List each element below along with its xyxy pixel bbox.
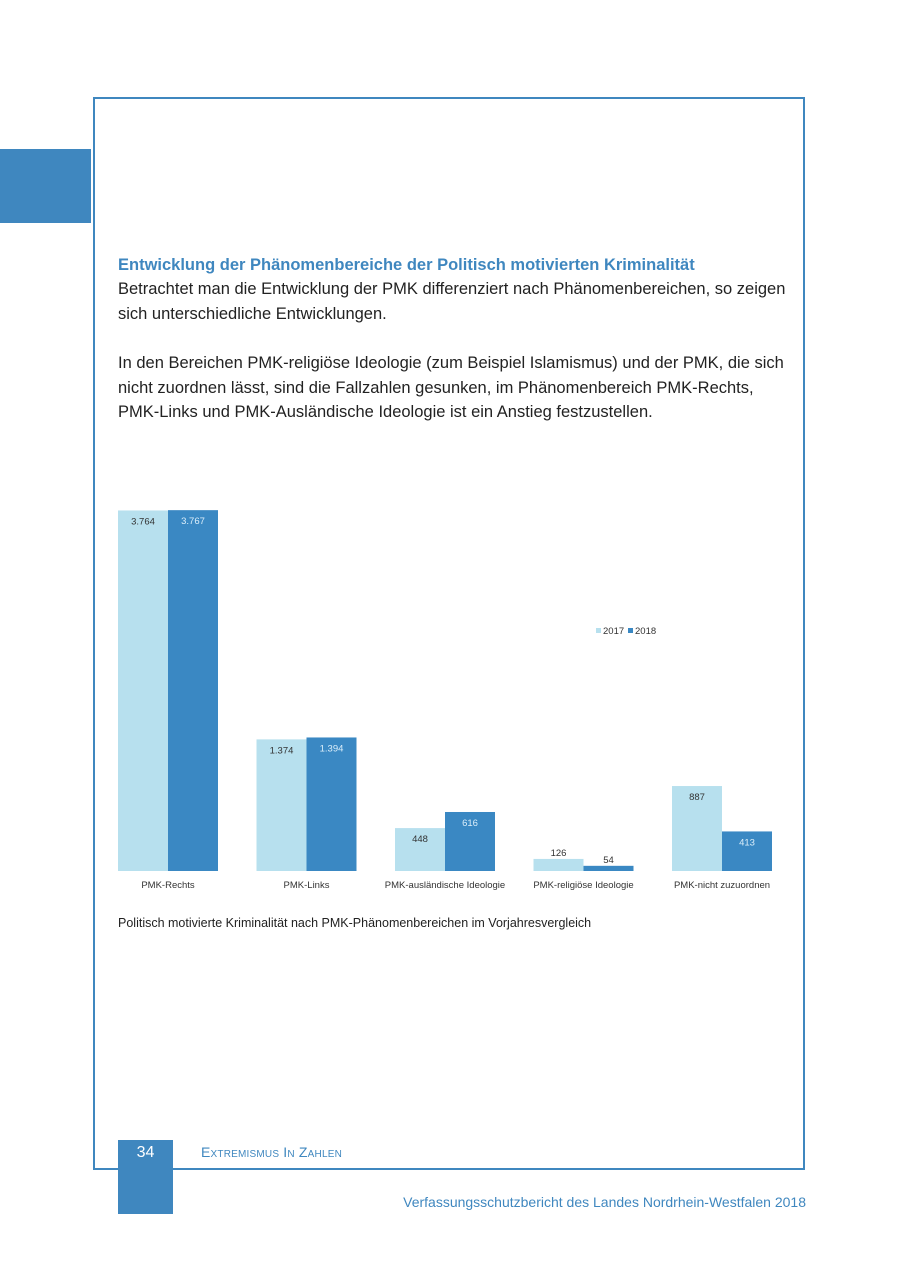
paragraph-details: In den Bereichen PMK-religiöse Ideologie (zum Beispiel Islamismus) und der PMK, die sich nicht zuordnen lässt, sind die Fallzahlen gesunken, im Phänomenbereich PMK-Rechts, PMK-Links und PMK-Ausländische Ideologie ist ein Anstieg festzustellen. xyxy=(118,354,784,421)
category-label-pmk-religiöse-ideologie: PMK-religiöse Ideologie xyxy=(533,880,634,891)
bar-pmk-links-2018 xyxy=(307,737,357,871)
running-head xyxy=(201,1144,342,1160)
bar-pmk-rechts-2018 xyxy=(168,510,218,871)
bar-chart xyxy=(110,495,790,900)
page-number-box xyxy=(118,1140,173,1214)
category-label-pmk-nicht-zuzuordnen: PMK-nicht zuzuordnen xyxy=(673,880,771,891)
legend-swatch-2018 xyxy=(628,628,633,633)
data-label-pmk-links-2018: 1.394 xyxy=(319,743,344,755)
running-head-text: Extremismus In Zahlen xyxy=(201,1144,342,1160)
category-label-pmk-rechts: PMK-Rechts xyxy=(141,880,195,891)
data-label-pmk-religiöse-ideologie-2018: 54 xyxy=(603,854,614,866)
data-label-pmk-links-2017: 1.374 xyxy=(269,745,294,757)
publication-title: Verfassungsschutzbericht des Landes Nordrhein-Westfalen 2018 xyxy=(403,1194,806,1210)
data-label-pmk-religiöse-ideologie-2017: 126 xyxy=(550,847,567,859)
chapter-tab xyxy=(0,149,91,223)
bar-pmk-religiöse-ideologie-2017 xyxy=(534,859,584,871)
bar-chart-svg xyxy=(110,495,790,900)
page-number: 34 xyxy=(136,1144,155,1161)
data-label-pmk-rechts-2018: 3.767 xyxy=(181,516,205,528)
data-label-pmk-ausländische-ideologie-2018: 616 xyxy=(462,817,478,829)
data-label-pmk-ausländische-ideologie-2017: 448 xyxy=(412,834,428,846)
legend-label-2017: 2017 xyxy=(603,626,625,637)
bar-pmk-religiöse-ideologie-2018 xyxy=(584,866,634,871)
category-label-pmk-ausländische-ideologie: PMK-ausländische Ideologie xyxy=(384,880,506,891)
data-label-pmk-rechts-2017: 3.764 xyxy=(131,516,155,528)
bar-pmk-links-2017 xyxy=(257,739,307,871)
data-label-pmk-nicht-zuzuordnen-2018: 413 xyxy=(739,837,755,849)
legend-label-2018: 2018 xyxy=(635,626,657,637)
legend-swatch-2017 xyxy=(596,628,601,633)
category-label-pmk-links: PMK-Links xyxy=(283,880,330,891)
bar-pmk-rechts-2017 xyxy=(118,510,168,871)
section-heading: Entwicklung der Phänomenbereiche der Politisch motivierten Kriminalität xyxy=(118,256,695,274)
paragraph-intro: Betrachtet man die Entwicklung der PMK differenziert nach Phänomenbereichen, so zeigen sich unterschiedliche Entwicklungen. xyxy=(118,280,786,323)
chart-caption: Politisch motivierte Kriminalität nach PMK-Phänomenbereichen im Vorjahresvergleich xyxy=(118,916,592,930)
data-label-pmk-nicht-zuzuordnen-2017: 887 xyxy=(689,792,705,804)
